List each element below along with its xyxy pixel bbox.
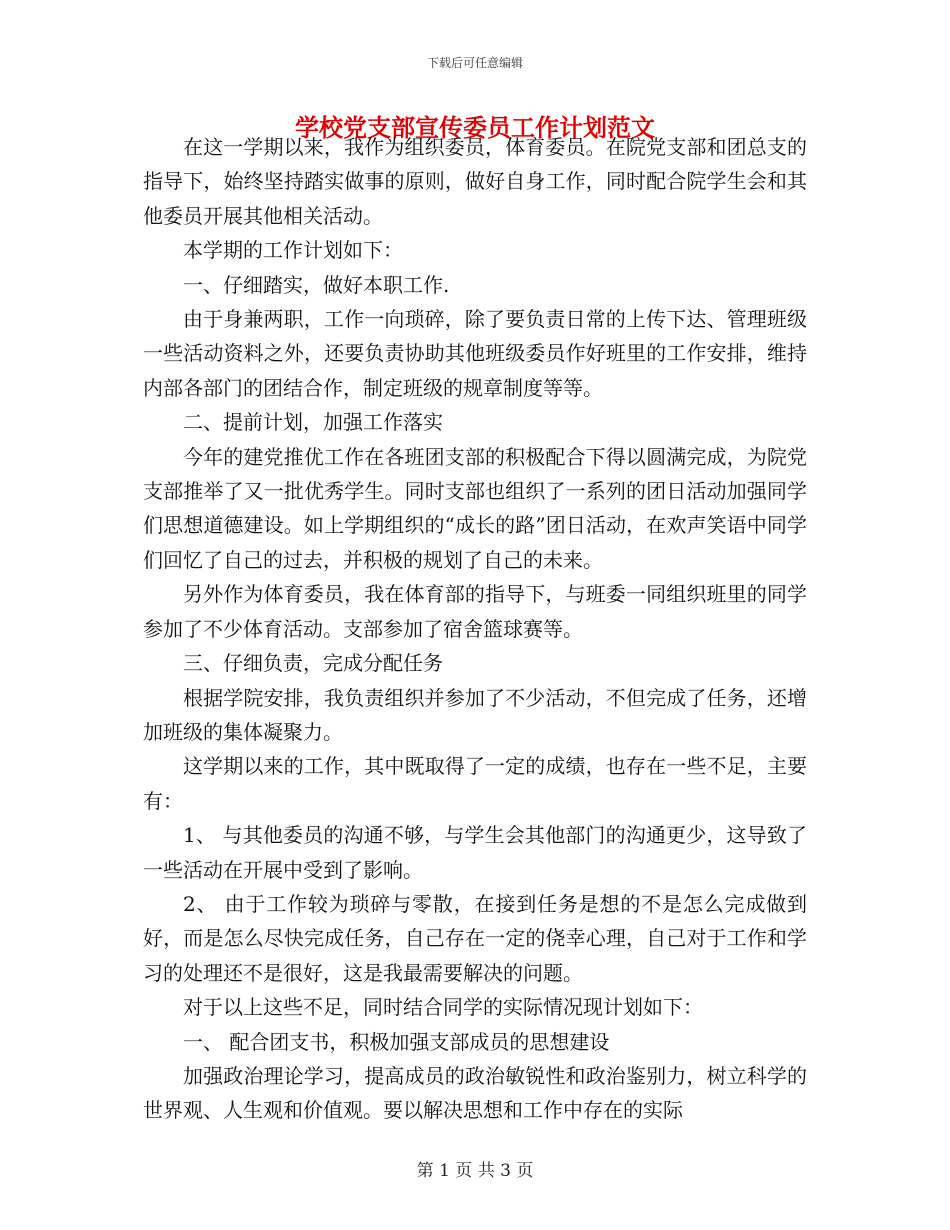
- page-footer: 第 1 页 共 3 页: [416, 1161, 534, 1181]
- section-heading: 二、提前计划，加强工作落实: [183, 410, 443, 435]
- paragraph: 今年的建党推优工作在各班团支部的积极配合下得以圆满完成，为院党支部推举了又一批优秀学生。同时支部也组织了一系列的团日活动加强同学们思想道德建设。如上学期组织的“成长的路”团日活动，在欢声笑语中同学们回忆了自己的过去，并积极的规划了自己的未来。: [143, 444, 807, 572]
- paragraph: 这学期以来的工作，其中既取得了一定的成绩，也存在一些不足，主要有：: [143, 754, 807, 813]
- paragraph: 对于以上这些不足，同时结合同学的实际情况现计划如下：: [183, 995, 703, 1020]
- section-heading: 三、仔细负责，完成分配任务: [183, 651, 443, 676]
- paragraph: 另外作为体育委员，我在体育部的指导下，与班委一同组织班里的同学参加了不少体育活动。支部参加了宿舍篮球赛等。: [143, 582, 807, 641]
- section-heading: 一、 配合团支书，积极加强支部成员的思想建设: [183, 1029, 610, 1054]
- paragraph: 在这一学期以来，我作为组织委员，体育委员。在院党支部和团总支的指导下，始终坚持踏实做事的原则，做好自身工作，同时配合院学生会和其他委员开展其他相关活动。: [143, 135, 807, 228]
- document-title: 学校党支部宣传委员工作计划范文: [295, 113, 655, 142]
- paragraph: 加强政治理论学习，提高成员的政治敏锐性和政治鉴别力，树立科学的世界观、人生观和价值观。要以解决思想和工作中存在的实际: [143, 1063, 807, 1123]
- list-item: 2、 由于工作较为琐碎与零散，在接到任务是想的不是怎么完成做到好，而是怎么尽快完成任务，自己存在一定的侥幸心理，自己对于工作和学习的处理还不是很好，这是我最需要解决的问题。: [143, 891, 807, 985]
- list-item: 1、 与其他委员的沟通不够，与学生会其他部门的沟通更少，这导致了一些活动在开展中受到了影响。: [143, 823, 807, 882]
- section-heading: 一、仔细踏实，做好本职工作.: [183, 272, 450, 297]
- paragraph: 本学期的工作计划如下：: [183, 238, 403, 263]
- header-note: 下载后可任意编辑: [426, 56, 523, 70]
- document-body: [143, 130, 807, 1128]
- paragraph: 根据学院安排，我负责组织并参加了不少活动，不但完成了任务，还增加班级的集体凝聚力。: [143, 685, 807, 744]
- paragraph: 由于身兼两职，工作一向琐碎，除了要负责日常的上传下达、管理班级一些活动资料之外，还要负责协助其他班级委员作好班里的工作安排，维持内部各部门的团结合作，制定班级的规章制度等等。: [143, 307, 807, 400]
